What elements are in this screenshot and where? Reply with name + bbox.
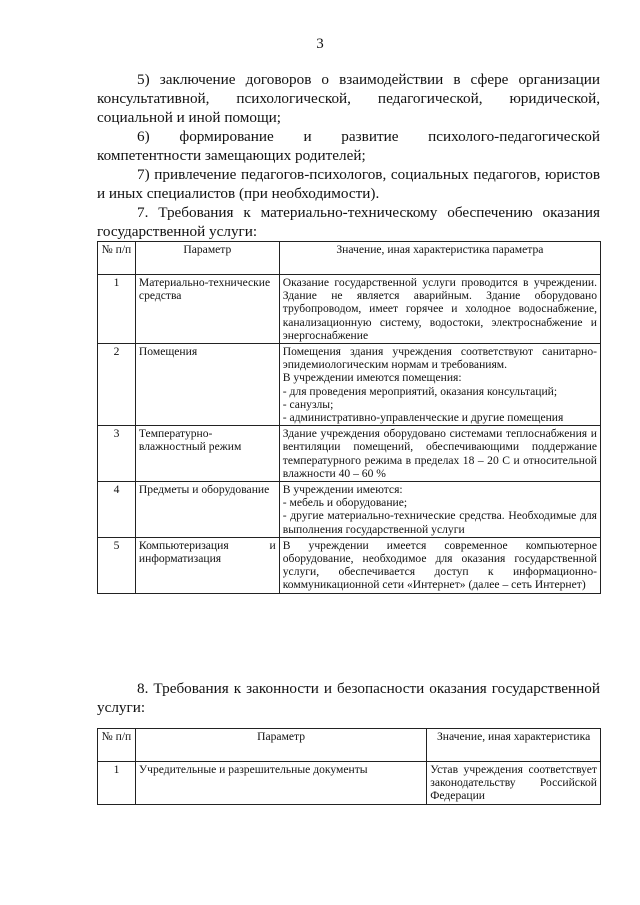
section-7-title: 7. Требования к материально-техническому обеспечению оказания государственной услуги: [97,204,600,240]
value-line: - административно-управленческие и другие помещения [282,411,564,425]
table-row [98,537,601,593]
value-line: - санузлы; [282,397,334,411]
body-text [97,70,600,241]
table-header-row [98,242,601,275]
paragraph: 7) привлечение педагогов-психологов, социальных педагогов, юристов и иных специалистов (при необходимости). [97,166,600,202]
column-header: № п/п [98,729,136,762]
row-value: Устав учреждения соответствует законодательству Российской Федерации [427,762,601,805]
column-header: Параметр [135,729,426,762]
table-row [98,762,601,805]
row-parameter: Учредительные и разрешительные документы [135,762,426,805]
column-header: Параметр [135,242,279,275]
table-row [98,482,601,538]
row-number: 2 [98,344,136,426]
value-line: В учреждении имеются помещения: [282,371,462,385]
row-value: Здание учреждения оборудовано системами теплоснабжения и вентиляции помещений, обеспечивающими поддержание температурного режима в пределах 18 – 20 С и относительной влажности 40 – 60 % [279,426,600,482]
table-header-row [98,729,601,762]
section-8-title: 8. Требования к законности и безопасности оказания государственной услуги: [97,680,600,716]
paragraph: 5) заключение договоров о взаимодействии в сфере организации консультативной, психологической, педагогической, юридической, социальной и иной помощи; [97,71,600,126]
page-number: 3 [316,36,324,52]
row-parameter: Температурно-влажностный режим [135,426,279,482]
value-line: - для проведения мероприятий, оказания консультаций; [282,384,558,398]
table-row [98,275,601,344]
column-header: Значение, иная характеристика [427,729,601,762]
row-value [279,482,600,538]
row-number: 3 [98,426,136,482]
row-parameter: Помещения [135,344,279,426]
row-parameter: Компьютеризация и информатизация [135,537,279,593]
value-line: - другие материально-технические средства. Необходимые для выполнения государственной услуги [282,509,597,536]
material-requirements-table [97,241,601,594]
paragraph: 6) формирование и развитие психолого-педагогической компетентности замещающих родителей; [97,128,600,164]
legality-requirements-table [97,728,601,805]
value-line: - мебель и оборудование; [282,496,408,510]
row-number: 5 [98,537,136,593]
row-parameter: Предметы и оборудование [135,482,279,538]
section-8 [97,679,600,717]
value-line: В учреждении имеются: [282,483,403,497]
row-number: 4 [98,482,136,538]
row-number: 1 [98,275,136,344]
column-header: № п/п [98,242,136,275]
row-number: 1 [98,762,136,805]
table-row [98,344,601,426]
row-parameter: Материально-технические средства [135,275,279,344]
row-value: Оказание государственной услуги проводится в учреждении. Здание не является аварийным. Здание оборудовано трубопроводом, имеет горячее и холодное водоснабжение, канализационную систему, водостоки, электроснабжение и энергоснабжение [279,275,600,344]
row-value: В учреждении имеется современное компьютерное оборудование, необходимое для оказания государственной услуги, обеспечивается доступ к информационно-коммуникационной сети «Интернет» (далее – сеть Интернет) [279,537,600,593]
row-value [279,344,600,426]
table-row [98,426,601,482]
column-header: Значение, иная характеристика параметра [279,242,600,275]
value-line: Помещения здания учреждения соответствуют санитарно-эпидемиологическим нормам и требованиям. [282,345,597,372]
